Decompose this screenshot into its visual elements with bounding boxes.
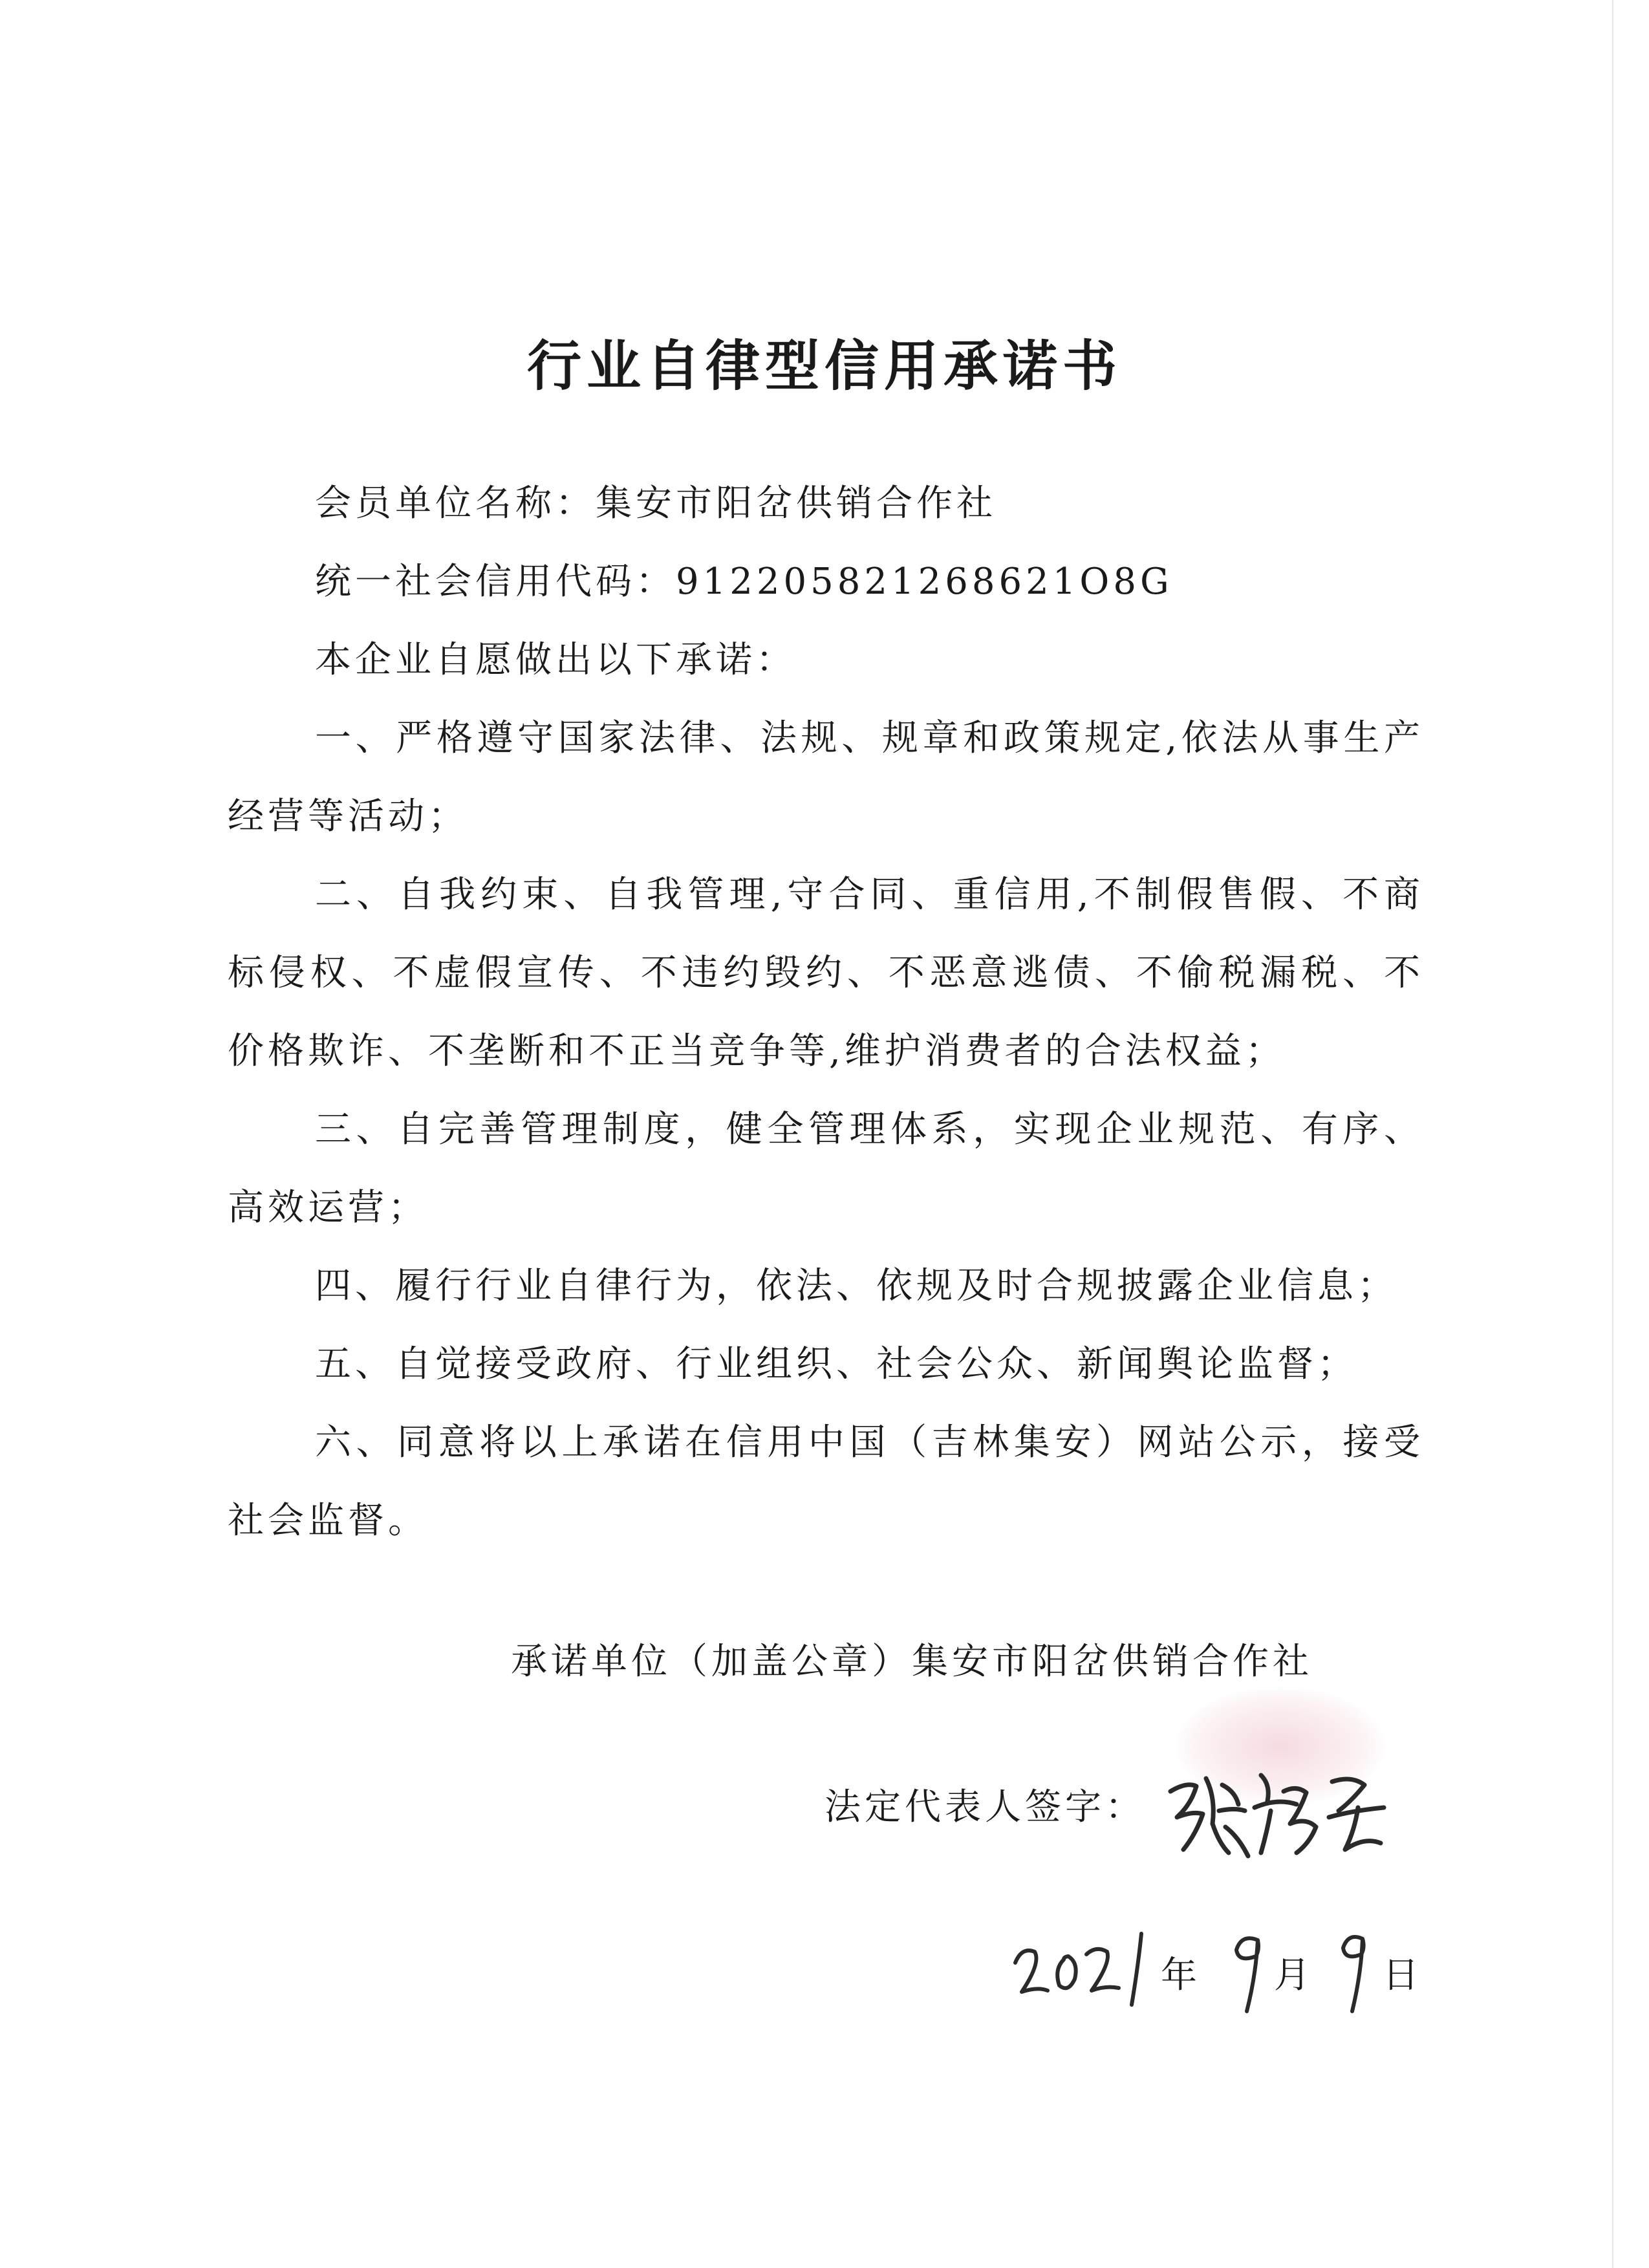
commitment-item-2: 二、自我约束、自我管理,守合同、重信用,不制假售假、不商标侵权、不虚假宣传、不违约毁约、不恶意逃债、不偷税漏税、不价格欺诈、不垄断和不正当竞争等,维护消费者的合法权益； <box>228 874 1424 1072</box>
signing-unit-line: 承诺单位（加盖公章）集安市阳岔供销合作社 <box>511 1641 1313 1683</box>
commitment-item-4: 四、履行行业自律行为，依法、依规及时合规披露企业信息； <box>315 1265 1397 1307</box>
handwritten-day <box>1329 1914 1381 2018</box>
handwritten-signature <box>1158 1746 1403 1869</box>
intro-line: 本企业自愿做出以下承诺： <box>315 639 796 681</box>
member-unit-line: 会员单位名称：集安市阳岔供销合作社 <box>315 482 997 524</box>
commitment-item-1: 一、严格遵守国家法律、法规、规章和政策规定,依法从事生产经营等活动； <box>228 717 1424 837</box>
month-char: 月 <box>1274 1954 1310 1996</box>
credit-code-line: 统一社会信用代码：912205821268621O8G <box>315 561 1173 603</box>
handwritten-year <box>1009 1914 1158 2018</box>
commitment-item-5: 五、自觉接受政府、行业组织、社会公众、新闻舆论监督； <box>315 1343 1357 1385</box>
legal-rep-label: 法定代表人签字： <box>824 1786 1145 1828</box>
document-title: 行业自律型信用承诺书 <box>526 334 1122 398</box>
handwritten-month <box>1222 1914 1274 2018</box>
document-body <box>228 464 1424 1560</box>
date-row <box>1009 1914 1449 2018</box>
day-char: 日 <box>1383 1954 1419 1996</box>
commitment-item-3: 三、自完善管理制度，健全管理体系，实现企业规范、有序、高效运营； <box>228 1108 1424 1229</box>
commitment-item-6: 六、同意将以上承诺在信用中国（吉林集安）网站公示，接受社会监督。 <box>228 1421 1424 1542</box>
year-char: 年 <box>1161 1954 1197 1996</box>
